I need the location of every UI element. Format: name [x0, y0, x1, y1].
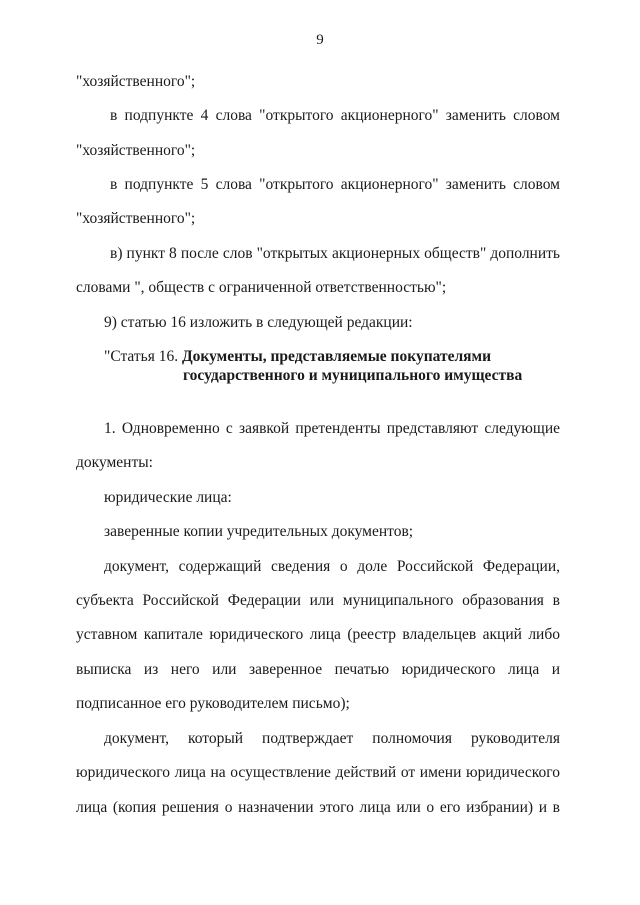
text-line-7: словами ", обществ с ограниченной ответственностью"; [76, 279, 447, 296]
text-line-15: уставном капитале юридического лица (реестр владельцев акций либо [76, 626, 560, 643]
page-number: 9 [316, 32, 324, 48]
text-line-2: в подпункте 4 слова "открытого акционерного" заменить словом [110, 107, 560, 124]
text-line-8: 9) статью 16 изложить в следующей редакции: [104, 314, 413, 331]
text-line-3: "хозяйственного"; [76, 142, 196, 159]
text-line-13: документ, содержащий сведения о доле Российской Федерации, [104, 558, 560, 575]
text-line-12: заверенные копии учредительных документов; [104, 523, 414, 540]
text-line-18: документ, который подтверждает полномочия руководителя [104, 730, 560, 747]
text-line-14: субъекта Российской Федерации или муниципального образования в [76, 592, 560, 609]
text-line-20: лица (копия решения о назначении этого лица или о его избрании) и в [76, 799, 560, 816]
article-heading-line-1 [104, 348, 491, 366]
text-line-10: документы: [76, 454, 153, 471]
text-line-1: "хозяйственного"; [76, 73, 196, 90]
article-heading-title-part-1: Документы, представляемые покупателями [182, 348, 492, 365]
article-heading-prefix: "Статья 16. [104, 348, 182, 365]
text-line-4: в подпункте 5 слова "открытого акционерного" заменить словом [110, 176, 560, 193]
text-line-6: в) пункт 8 после слов "открытых акционерных обществ" дополнить [110, 245, 560, 262]
text-line-19: юридического лица на осуществление действий от имени юридического [76, 764, 560, 781]
text-line-9: 1. Одновременно с заявкой претенденты представляют следующие [104, 420, 560, 437]
text-line-11: юридические лица: [104, 489, 232, 506]
text-line-17: подписанное его руководителем письмо); [76, 695, 350, 712]
text-line-16: выписка из него или заверенное печатью юридического лица и [76, 661, 560, 678]
article-heading-title-part-2: государственного и муниципального имущества [183, 367, 523, 384]
text-line-5: "хозяйственного"; [76, 210, 196, 227]
